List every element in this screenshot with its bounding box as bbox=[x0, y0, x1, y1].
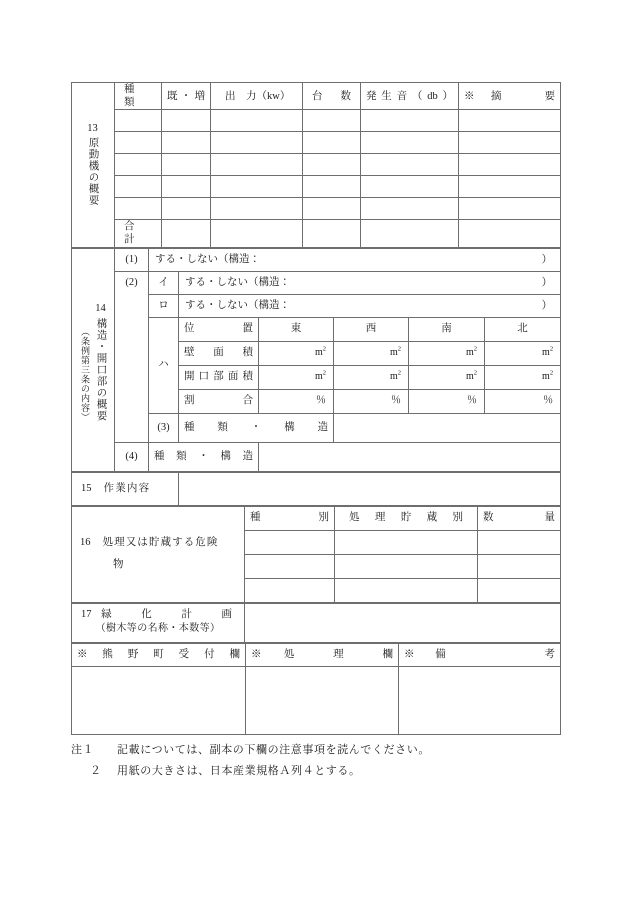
section-14-wall-area-west[interactable]: $m^2$ bbox=[334, 341, 409, 365]
section-16-cell-type[interactable] bbox=[245, 554, 335, 578]
footnote-2 bbox=[71, 765, 571, 777]
section-13-cell-output[interactable] bbox=[211, 176, 303, 198]
section-15-table bbox=[71, 472, 561, 506]
section-13-col-header-output: 出 力（kw） bbox=[211, 83, 303, 110]
section-15-value[interactable] bbox=[179, 472, 561, 505]
section-14-opening-area-east[interactable]: $m^2$ bbox=[259, 365, 334, 389]
footnote-1-marker: 注１ bbox=[71, 744, 95, 756]
section-14-value-2-ro[interactable]: する・しない（構造： ） bbox=[179, 294, 561, 317]
section-13-cell-noise[interactable] bbox=[361, 132, 459, 154]
section-13-cell-remarks[interactable] bbox=[459, 198, 561, 220]
section-13-cell-type[interactable] bbox=[115, 110, 162, 132]
section-14-ratio-south[interactable]: ％ bbox=[409, 389, 485, 413]
section-14-number: 14 bbox=[95, 303, 106, 314]
section-13-cell-remarks[interactable] bbox=[459, 110, 561, 132]
section-13-label-cell bbox=[72, 83, 115, 248]
section-14-row-1 bbox=[72, 248, 561, 271]
section-16-number: 16 bbox=[80, 537, 91, 549]
section-13-number: 13 bbox=[87, 122, 98, 134]
official-use-header-row bbox=[72, 643, 561, 666]
section-16-cell-storage[interactable] bbox=[335, 578, 478, 602]
section-16-header-row bbox=[72, 506, 561, 530]
section-16-col-header-quantity: 数 量 bbox=[478, 506, 561, 530]
section-13-cell-output[interactable] bbox=[211, 198, 303, 220]
section-13-col-header-type: 種 類 bbox=[115, 83, 162, 110]
section-14-item-no-2: (2) bbox=[115, 271, 149, 442]
section-14-label-cell bbox=[72, 248, 115, 471]
footnote-2-text: 用紙の大きさは、日本産業規格Ａ列４とする。 bbox=[117, 765, 361, 778]
section-14-sub-label-ha: ハ bbox=[149, 317, 179, 413]
footnote-1-text: 記載については、副本の下欄の注意事項を読んでください。 bbox=[117, 744, 430, 756]
section-14-label-sub: （条例第三条の内容） bbox=[79, 327, 90, 422]
section-13-col-header-noise: 発生音（db） bbox=[361, 83, 459, 110]
official-col-header-reception: ※ 熊 野 町 受 付 欄 bbox=[72, 643, 246, 666]
section-14-item-no-4: (4) bbox=[115, 442, 149, 471]
section-13-label-text: 原動機の概要 bbox=[87, 136, 99, 206]
section-14-wall-area-east[interactable]: $m^2$ bbox=[259, 341, 334, 365]
section-13-cell-remarks[interactable] bbox=[459, 154, 561, 176]
section-14-sub-label-i: イ bbox=[149, 271, 179, 294]
section-13-total-remarks[interactable] bbox=[459, 220, 561, 247]
section-16-cell-quantity[interactable] bbox=[478, 578, 561, 602]
section-13-col-header-units: 台 数 bbox=[303, 83, 361, 110]
section-14-opening-area-south[interactable]: $m^2$ bbox=[409, 365, 485, 389]
section-14-row-2-i bbox=[72, 271, 561, 294]
section-17-label-line1: 緑 化 計 画 bbox=[91, 608, 232, 620]
section-14-wall-area-south[interactable]: $m^2$ bbox=[409, 341, 485, 365]
section-13-col-header-remarks: ※ 摘 要 bbox=[459, 83, 561, 110]
section-13-cell-existing[interactable] bbox=[162, 154, 211, 176]
section-14-ha-row-header-wall-area: 壁 面 積 bbox=[179, 341, 259, 365]
section-17-number: 17 bbox=[81, 608, 92, 620]
form-table-group bbox=[71, 82, 560, 735]
section-13-table bbox=[71, 82, 561, 248]
section-13-cell-units[interactable] bbox=[303, 198, 361, 220]
section-14-direction-south: 南 bbox=[409, 317, 485, 341]
footnotes bbox=[71, 744, 571, 787]
section-13-cell-type[interactable] bbox=[115, 154, 162, 176]
section-14-item-no-1: (1) bbox=[115, 248, 149, 271]
section-17-table bbox=[71, 603, 561, 643]
footnote-2-marker: ２ bbox=[90, 765, 102, 778]
section-16-label-line2: 物 bbox=[113, 559, 125, 570]
section-14-sub-label-ro: ロ bbox=[149, 294, 179, 317]
section-14-row-4 bbox=[72, 442, 561, 471]
section-13-cell-remarks[interactable] bbox=[459, 132, 561, 154]
section-14-close-paren-1: ） bbox=[541, 253, 553, 265]
section-14-close-paren-2-i: ） bbox=[541, 276, 553, 288]
section-13-col-header-existing: 既・増 bbox=[162, 83, 211, 110]
section-14-table bbox=[71, 248, 561, 472]
section-14-wall-area-north[interactable]: $m^2$ bbox=[485, 341, 561, 365]
official-col-header-process: ※ 処 理 欄 bbox=[246, 643, 399, 666]
section-15-label-cell bbox=[72, 472, 179, 505]
section-16-cell-quantity[interactable] bbox=[478, 530, 561, 554]
section-13-cell-units[interactable] bbox=[303, 132, 361, 154]
section-13-cell-existing[interactable] bbox=[162, 132, 211, 154]
section-14-ratio-east[interactable]: ％ bbox=[259, 389, 334, 413]
section-14-close-paren-2-ro: ） bbox=[541, 299, 553, 311]
section-14-item-4-label: 種類・構造 bbox=[149, 442, 259, 471]
section-16-cell-type[interactable] bbox=[245, 578, 335, 602]
section-14-value-2-i[interactable]: する・しない（構造： ） bbox=[179, 271, 561, 294]
section-14-direction-east: 東 bbox=[259, 317, 334, 341]
section-14-ha-row-header-ratio: 割 合 bbox=[179, 389, 259, 413]
official-value-process[interactable] bbox=[246, 666, 399, 734]
section-13-cell-existing[interactable] bbox=[162, 110, 211, 132]
section-13-header-row bbox=[72, 83, 561, 110]
section-13-cell-units[interactable] bbox=[303, 176, 361, 198]
section-16-cell-storage[interactable] bbox=[335, 530, 478, 554]
section-13-cell-noise[interactable] bbox=[361, 176, 459, 198]
section-13-cell-noise[interactable] bbox=[361, 110, 459, 132]
section-13-cell-type[interactable] bbox=[115, 176, 162, 198]
section-13-cell-type[interactable] bbox=[115, 132, 162, 154]
section-13-total-row bbox=[72, 220, 561, 247]
official-use-value-row bbox=[72, 666, 561, 734]
section-14-ratio-north[interactable]: ％ bbox=[485, 389, 561, 413]
section-14-direction-north: 北 bbox=[485, 317, 561, 341]
official-value-remarks[interactable] bbox=[399, 666, 561, 734]
footnote-1 bbox=[71, 744, 571, 756]
section-14-ha-row-header-opening-area: 開口部面積 bbox=[179, 365, 259, 389]
section-14-direction-west: 西 bbox=[334, 317, 409, 341]
section-13-total-existing[interactable] bbox=[162, 220, 211, 247]
section-16-label-line1: 処理又は貯蔵する危険 bbox=[102, 537, 219, 549]
section-14-value-1[interactable]: する・しない（構造： ） bbox=[149, 248, 561, 271]
section-15-number: 15 bbox=[81, 482, 92, 494]
section-13-cell-existing[interactable] bbox=[162, 176, 211, 198]
section-17-label-line2: （樹木等の名称・本数等） bbox=[95, 623, 221, 635]
section-14-ha-row-header-position: 位 置 bbox=[179, 317, 259, 341]
section-13-total-units[interactable] bbox=[303, 220, 361, 247]
section-13-cell-existing[interactable] bbox=[162, 198, 211, 220]
official-value-reception[interactable] bbox=[72, 666, 246, 734]
section-14-ratio-west[interactable]: ％ bbox=[334, 389, 409, 413]
section-16-label-cell bbox=[72, 506, 245, 602]
section-14-item-4-value[interactable] bbox=[259, 442, 561, 471]
table-row bbox=[72, 198, 561, 220]
section-16-cell-storage[interactable] bbox=[335, 554, 478, 578]
section-16-col-header-type: 種 別 bbox=[245, 506, 335, 530]
section-17-row bbox=[72, 603, 561, 642]
section-14-item-no-3: (3) bbox=[149, 413, 179, 442]
section-17-label-cell bbox=[72, 603, 245, 642]
table-row bbox=[72, 132, 561, 154]
section-14-item-3-label: 種類・構造 bbox=[179, 413, 334, 442]
table-row bbox=[72, 110, 561, 132]
section-13-cell-type[interactable] bbox=[115, 198, 162, 220]
section-13-cell-output[interactable] bbox=[211, 110, 303, 132]
official-use-table bbox=[71, 643, 561, 735]
section-14-item-3-value[interactable] bbox=[334, 413, 561, 442]
section-13-total-label: 合 計 bbox=[115, 220, 162, 247]
section-17-value[interactable] bbox=[245, 603, 561, 642]
section-13-cell-noise[interactable] bbox=[361, 198, 459, 220]
section-13-cell-noise[interactable] bbox=[361, 154, 459, 176]
section-13-cell-units[interactable] bbox=[303, 110, 361, 132]
section-13-cell-output[interactable] bbox=[211, 154, 303, 176]
section-14-label-text: 構造・開口部の概要 bbox=[95, 317, 107, 422]
official-col-header-remarks: ※ 備 考 bbox=[399, 643, 561, 666]
section-16-cell-quantity[interactable] bbox=[478, 554, 561, 578]
section-14-opening-area-north[interactable]: $m^2$ bbox=[485, 365, 561, 389]
section-13-total-noise[interactable] bbox=[361, 220, 459, 247]
section-16-table bbox=[71, 506, 561, 603]
section-13-total-output[interactable] bbox=[211, 220, 303, 247]
section-14-opening-area-west[interactable]: $m^2$ bbox=[334, 365, 409, 389]
section-13-cell-output[interactable] bbox=[211, 132, 303, 154]
table-row bbox=[72, 176, 561, 198]
section-13-cell-units[interactable] bbox=[303, 154, 361, 176]
section-16-col-header-storage: 処 理 貯 蔵 別 bbox=[335, 506, 478, 530]
section-15-row bbox=[72, 472, 561, 505]
section-15-label-text: 作業内容 bbox=[103, 482, 151, 494]
section-16-cell-type[interactable] bbox=[245, 530, 335, 554]
table-row bbox=[72, 154, 561, 176]
section-13-cell-remarks[interactable] bbox=[459, 176, 561, 198]
